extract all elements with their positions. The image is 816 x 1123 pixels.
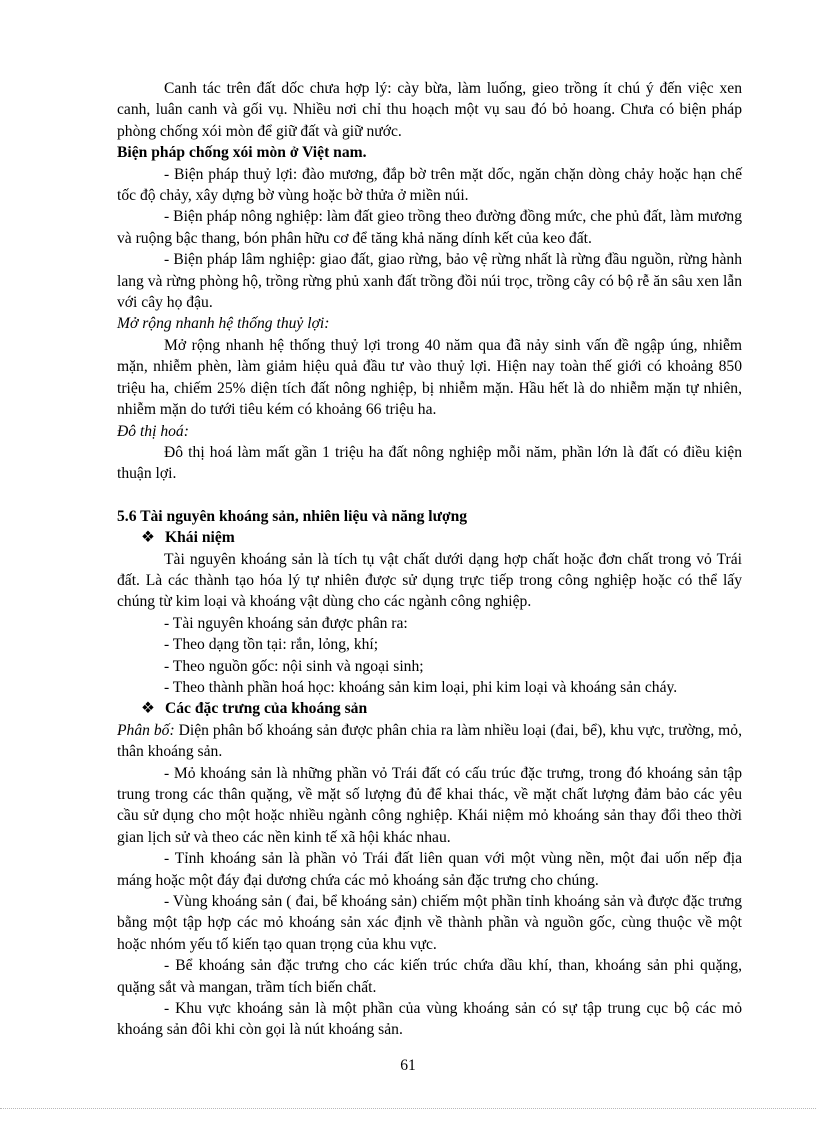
subheading-label: Khái niệm [165, 529, 235, 547]
diamond-bullet-icon: ❖ [141, 700, 155, 718]
paragraph-phan-bo [117, 720, 742, 763]
phan-bo-label: Phân bố: [117, 721, 175, 739]
page-bottom-divider [0, 1108, 816, 1109]
paragraph-nong-nghiep: - Biện pháp nông nghiệp: làm đất gieo trồng theo đường đồng mức, che phủ đất, làm mương và ruộng bậc thang, bón phân hữu cơ để tăng khả năng dính kết của keo đất. [117, 208, 742, 247]
heading-bien-phap: Biện pháp chống xói mòn ở Việt nam. [117, 144, 367, 162]
subheading-khai-niem [141, 527, 742, 548]
list-item: - Theo nguồn gốc: nội sinh và ngoại sinh; [164, 657, 424, 675]
paragraph-canh-tac: Canh tác trên đất dốc chưa hợp lý: cày bừa, làm luống, gieo trồng ít chú ý đến việc xen canh, luân canh và gối vụ. Nhiều nơi chỉ thu hoạch một vụ sau đó bỏ hoang. Chưa có biện pháp phòng chống xói mòn để giữ đất và giữ nước. [117, 80, 742, 140]
paragraph-khai-niem: Tài nguyên khoáng sản là tích tụ vật chất dưới dạng hợp chất hoặc đơn chất trong vỏ Trái đất. Là các thành tạo hóa lý tự nhiên được sử dụng trực tiếp trong công nghiệp hoặc có thể lấy chúng từ kim loại và khoáng vật dùng cho các ngành công nghiệp. [117, 550, 742, 611]
spacer [117, 485, 742, 506]
list-item: - Theo thành phần hoá học: khoáng sản kim loại, phi kim loại và khoáng sản cháy. [164, 678, 678, 696]
paragraph-vung-khoang-san: - Vùng khoáng sản ( đai, bể khoáng sản) chiếm một phần tỉnh khoáng sản và được đặc trưng bằng một tập hợp các mỏ khoáng sản xác định về thành phần và nguồn gốc, cùng thuộc về một hoặc nhóm yếu tố kiến tạo quan trọng của khu vực. [117, 893, 742, 953]
diamond-bullet-icon: ❖ [141, 529, 155, 547]
phan-bo-text: Diện phân bố khoáng sản được phân chia ra làm nhiều loại (đai, bể), khu vực, trường, mỏ, thân khoáng sản. [117, 721, 742, 761]
paragraph-khu-vuc-khoang-san: - Khu vực khoáng sản là một phần của vùng khoáng sản có sự tập trung cục bộ các mỏ khoáng sản đôi khi còn gọi là nút khoáng sản. [117, 1000, 742, 1039]
paragraph-lam-nghiep: - Biện pháp lâm nghiệp: giao đất, giao rừng, bảo vệ rừng nhất là rừng đầu nguồn, rừng hành lang và rừng phòng hộ, trồng rừng phủ xanh đất trồng đồi núi trọc, trồng cây có bộ rễ ăn sâu xen lẫn với cây họ đậu. [117, 251, 742, 312]
list-item: - Tài nguyên khoáng sản được phân ra: [164, 614, 408, 632]
paragraph-mo-rong: Mở rộng nhanh hệ thống thuỷ lợi trong 40 năm qua đã nảy sinh vấn đề ngập úng, nhiễm mặn, nhiễm phèn, làm giảm hiệu quả đầu tư vào thuỷ lợi. Hiện nay toàn thế giới có khoảng 850 triệu ha, chiếm 25% diện tích đất nông nghiệp, bị nhiễm mặn. Hầu hết là do nhiễm mặn tự nhiên, nhiễm mặn do tưới tiêu kém có khoảng 66 triệu ha. [117, 336, 742, 419]
page-body [117, 78, 742, 1041]
paragraph-tinh-khoang-san: - Tỉnh khoáng sản là phần vỏ Trái đất liên quan với một vùng nền, một đai uốn nếp địa máng hoặc một đáy đại dương chứa các mỏ khoáng sản đặc trưng cho chúng. [117, 850, 742, 889]
heading-mo-rong: Mở rộng nhanh hệ thống thuỷ lợi: [117, 315, 330, 333]
page-number: 61 [400, 1057, 416, 1074]
heading-do-thi-hoa: Đô thị hoá: [117, 422, 189, 440]
subheading-dac-trung [141, 698, 742, 719]
section-heading-5-6: 5.6 Tài nguyên khoáng sản, nhiên liệu và năng lượng [117, 507, 468, 525]
subheading-label: Các đặc trưng của khoáng sản [165, 700, 368, 718]
paragraph-do-thi-hoa: Đô thị hoá làm mất gần 1 triệu ha đất nông nghiệp mỗi năm, phần lớn là đất có điều kiện thuận lợi. [117, 443, 742, 483]
paragraph-thuy-loi: - Biện pháp thuỷ lợi: đào mương, đắp bờ trên mặt dốc, ngăn chặn dòng chảy hoặc hạn chế tốc độ chảy, xây dựng bờ vùng hoặc bờ thửa ở miền núi. [117, 165, 742, 205]
paragraph-mo-khoang-san: - Mỏ khoáng sản là những phần vỏ Trái đất có cấu trúc đặc trưng, trong đó khoáng sản tập trung trong các thân quặng, về mặt số lượng đủ để khai thác, về mặt chất lượng đảm bảo các yêu cầu sử dụng cho một hoặc nhiều ngành công nghiệp. Khái niệm mỏ khoáng sản thay đổi theo thời gian lịch sử và theo các nền kinh tế xã hội khác nhau. [117, 764, 742, 846]
list-item: - Theo dạng tồn tại: rắn, lỏng, khí; [164, 636, 379, 654]
paragraph-be-khoang-san: - Bể khoáng sản đặc trưng cho các kiến trúc chứa dầu khí, than, khoáng sản phi quặng, quặng sắt và mangan, trầm tích biến chất. [117, 957, 742, 996]
